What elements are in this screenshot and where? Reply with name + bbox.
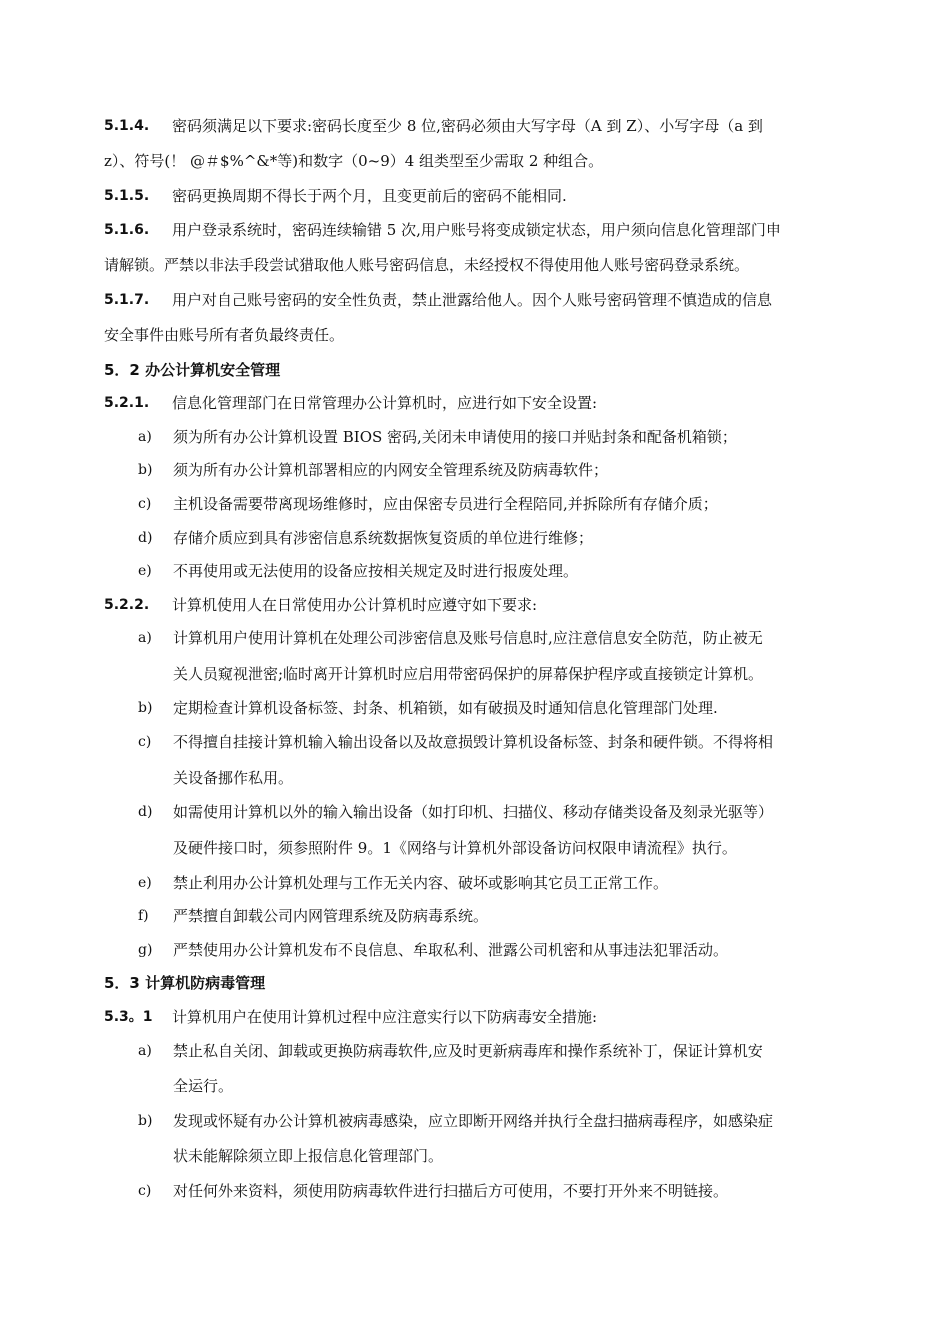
list-item-text-continued: 全运行。 — [173, 1077, 234, 1095]
list-item-text: 禁止利用办公计算机处理与工作无关内容、破坏或影响其它员工正常工作。 — [173, 874, 669, 892]
list-item-text-continued: 关设备挪作私用。 — [173, 769, 294, 787]
list-item-label: d) — [138, 530, 153, 546]
list-item-text: 发现或怀疑有办公计算机被病毒感染，应立即断开网络并执行全盘扫描病毒程序，如感染症 — [173, 1112, 774, 1130]
clause-number: 5.1.4. — [104, 118, 150, 134]
list-item-label: c) — [138, 734, 152, 750]
list-item-text: 不得擅自挂接计算机输入输出设备以及故意损毁计算机设备标签、封条和硬件锁。不得将相 — [173, 733, 774, 751]
list-item-text: 不再使用或无法使用的设备应按相关规定及时进行报废处理。 — [173, 562, 579, 580]
list-item-label: b) — [138, 700, 153, 716]
clause-text: 信息化管理部门在日常管理办公计算机时，应进行如下安全设置: — [172, 394, 598, 412]
list-item-text: 主机设备需要带离现场维修时，应由保密专员进行全程陪同,并拆除所有存储介质； — [173, 495, 718, 513]
list-item-label: d) — [138, 804, 153, 820]
list-item-label: a) — [138, 1043, 152, 1059]
list-item-label: b) — [138, 1113, 153, 1129]
list-item-text: 须为所有办公计算机部署相应的内网安全管理系统及防病毒软件； — [173, 461, 609, 479]
list-item-label: b) — [138, 462, 153, 478]
list-item-text: 禁止私自关闭、卸载或更换防病毒软件,应及时更新病毒库和操作系统补丁，保证计算机安 — [173, 1042, 763, 1060]
clause-text: 计算机用户在使用计算机过程中应注意实行以下防病毒安全措施: — [172, 1008, 598, 1026]
clause-number: 5.1.7. — [104, 292, 150, 308]
clause-text-continued: 请解锁。严禁以非法手段尝试猎取他人账号密码信息，未经授权不得使用他人账号密码登录系统。 — [104, 256, 750, 274]
list-item-text: 存储介质应到具有涉密信息系统数据恢复资质的单位进行维修； — [173, 529, 594, 547]
list-item-text: 定期检查计算机设备标签、封条、机箱锁，如有破损及时通知信息化管理部门处理. — [173, 699, 718, 717]
clause-number: 5.2.2. — [104, 597, 150, 613]
clause-text: 密码更换周期不得长于两个月，且变更前后的密码不能相同. — [172, 187, 567, 205]
clause-text: 计算机使用人在日常使用办公计算机时应遵守如下要求: — [172, 596, 538, 614]
list-item-label: g) — [138, 942, 153, 958]
clause-number: 5.1.5. — [104, 188, 150, 204]
clause-number: 5.3。1 — [104, 1009, 153, 1025]
list-item-text: 计算机用户使用计算机在处理公司涉密信息及账号信息时,应注意信息安全防范，防止被无 — [173, 629, 763, 647]
list-item-label: e) — [138, 875, 152, 891]
clause-number: 5.1.6. — [104, 222, 150, 238]
list-item-label: c) — [138, 496, 152, 512]
clause-text: 密码须满足以下要求:密码长度至少 8 位,密码必须由大写字母（A 到 Z）、小写字母（a 到 — [172, 117, 763, 135]
section-heading-5-3: 5．3 计算机防病毒管理 — [104, 974, 266, 992]
list-item-text: 须为所有办公计算机设置 BIOS 密码,关闭未申请使用的接口并贴封条和配备机箱锁； — [173, 428, 737, 446]
list-item-text: 严禁使用办公计算机发布不良信息、牟取私利、泄露公司机密和从事违法犯罪活动。 — [173, 941, 729, 959]
list-item-text-continued: 关人员窥视泄密;临时离开计算机时应启用带密码保护的屏幕保护程序或直接锁定计算机。 — [173, 665, 764, 683]
list-item-text: 对任何外来资料，须使用防病毒软件进行扫描后方可使用，不要打开外来不明链接。 — [173, 1182, 729, 1200]
section-heading-5-2: 5．2 办公计算机安全管理 — [104, 361, 281, 379]
clause-text-continued: 安全事件由账号所有者负最终责任。 — [104, 326, 345, 344]
list-item-text-continued: 状未能解除须立即上报信息化管理部门。 — [173, 1147, 444, 1165]
list-item-label: c) — [138, 1183, 152, 1199]
list-item-text: 严禁擅自卸载公司内网管理系统及防病毒系统。 — [173, 907, 489, 925]
clause-text: 用户对自己账号密码的安全性负责，禁止泄露给他人。因个人账号密码管理不慎造成的信息 — [172, 291, 773, 309]
clause-text-continued: z）、符号(！ @＃$%^&*等)和数字（0~9）4 组类型至少需取 2 种组合。 — [104, 152, 604, 170]
list-item-text-continued: 及硬件接口时，须参照附件 9。1《网络与计算机外部设备访问权限申请流程》执行。 — [173, 839, 737, 857]
list-item-label: e) — [138, 563, 152, 579]
clause-text: 用户登录系统时，密码连续输错 5 次,用户账号将变成锁定状态，用户须向信息化管理部门申 — [172, 221, 781, 239]
clause-number: 5.2.1. — [104, 395, 150, 411]
list-item-label: a) — [138, 630, 152, 646]
list-item-label: f) — [138, 908, 149, 924]
list-item-label: a) — [138, 429, 152, 445]
list-item-text: 如需使用计算机以外的输入输出设备（如打印机、扫描仪、移动存储类设备及刻录光驱等） — [173, 803, 774, 821]
